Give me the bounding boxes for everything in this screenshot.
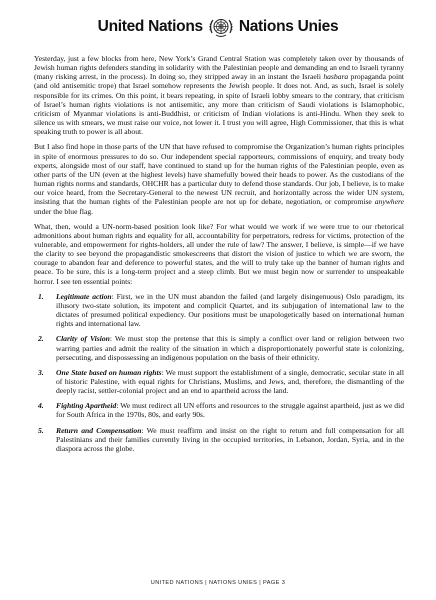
point-number: 5.: [38, 425, 44, 435]
paragraph: Yesterday, just a few blocks from here, New York’s Grand Central Station was completely taken over by thousands of Jewish human rights defenders standing in solidarity with the Palestinian people and demanding an end to Israeli tyranny (many risking arrest, in the process). In doing so, they stripped away in an instant the Israeli hasbara propaganda point (and old antisemitic trope) that Israel somehow represents the Jewish people. It does not. And, as such, Israel is solely responsible for its crimes. On this point, it bears repeating, in spite of Israeli lobby smears to the contrary, that criticism of Israel’s human rights violations is not antisemitic, any more than criticism of Saudi violations is Islamophobic, criticism of Myanmar violations is anti-Buddhist, or criticism of Indian violations is anti-Hindu. When they seek to silence us with smears, we must raise our voice, not lower it. I trust you will agree, High Commissioner, that this is what speaking truth to power is all about.: [34, 54, 404, 137]
masthead-name-fr: Nations Unies: [238, 18, 339, 35]
paragraph: What, then, would a UN-norm-based position look like? For what would we work if we were true to our rhetorical admonitions about human rights and equality for all, accountability for perpetrators, redress for victims, protection of the vulnerable, and empowerment for rights-holders, all under the rule of law? The answer, I believe, is simple—if we have the clarity to see beyond the propagandistic smokescreens that distort the vision of justice to which we are sworn, the courage to abandon fear and deference to powerful states, and the will to truly take up the banner of human rights and peace. To be sure, this is a long-term project and a steep climb. But we must begin now or surrender to unspeakable horror. I see ten essential points:: [34, 221, 404, 286]
point-heading: Clarity of Vision: [56, 334, 110, 344]
masthead: [0, 10, 436, 44]
point-number: 4.: [38, 401, 44, 411]
point-heading: One State based on human rights: [56, 367, 162, 377]
un-emblem-icon: [208, 14, 234, 40]
document-body: [34, 54, 404, 459]
list-item: [34, 426, 404, 453]
point-text: : We must redirect all UN efforts and resources to the struggle against apartheid, just as we did for South Africa in the 1970s, 80s, and early 90s.: [56, 401, 404, 420]
point-text: : We must support the establishment of a single, democratic, secular state in all of historic Palestine, with equal rights for Christians, Muslims, and Jews, and, therefore, the dismantling of the deeply racist, settler-colonial project and an end to apartheid across the land.: [56, 367, 404, 396]
point-number: 2.: [38, 334, 44, 344]
point-number: 3.: [38, 367, 44, 377]
page-footer: UNITED NATIONS | NATIONS UNIES | PAGE 3: [150, 580, 286, 586]
point-heading: Return and Compensation: [56, 425, 142, 435]
point-heading: Fighting Apartheid: [56, 401, 117, 411]
point-number: 1.: [38, 291, 44, 301]
list-item: [34, 292, 404, 329]
list-item: [34, 401, 404, 419]
list-item: [34, 368, 404, 395]
masthead-name-en: United Nations: [97, 18, 203, 35]
point-heading: Legitimate action: [56, 291, 112, 301]
paragraph: But I also find hope in those parts of the UN that have refused to compromise the Organization’s human rights principles in spite of enormous pressures to do so. Our independent special rapporteurs, commissions of enquiry, and treaty body experts, alongside most of our staff, have continued to stand up for the human rights of the Palestinian people, even as other parts of the UN (even at the highest levels) have shamefully bowed their heads to power. As the custodians of the human rights norms and standards, OHCHR has a particular duty to defend those standards. Our job, I believe, is to make our voice heard, from the Secretary-General to the newest UN recruit, and horizontally across the wider UN system, insisting that the human rights of the Palestinian people are not up for debate, negotiation, or compromise anywhere under the blue flag.: [34, 142, 404, 216]
essential-points-list: [34, 292, 404, 453]
point-text: : First, we in the UN must abandon the failed (and largely disingenuous) Oslo paradigm, its illusory two-state solution, its impotent and complicit Quartet, and its subjugation of international law to the dictates of presumed political expediency. Our positions must be unapologetically based on international human rights and international law.: [56, 291, 404, 329]
point-text: : We must stop the pretense that this is simply a conflict over land or religion between two warring parties and admit the reality of the situation in which a disproportionately powerful state is colonizing, persecuting, and dispossessing an indigenous population on the basis of their ethnicity.: [56, 334, 405, 362]
list-item: [34, 334, 404, 361]
point-text: : We must reaffirm and insist on the right to return and full compensation for all Palestinians and their families currently living in the occupied territories, in Lebanon, Jordan, Syria, and in the diaspora across the globe.: [56, 425, 404, 453]
